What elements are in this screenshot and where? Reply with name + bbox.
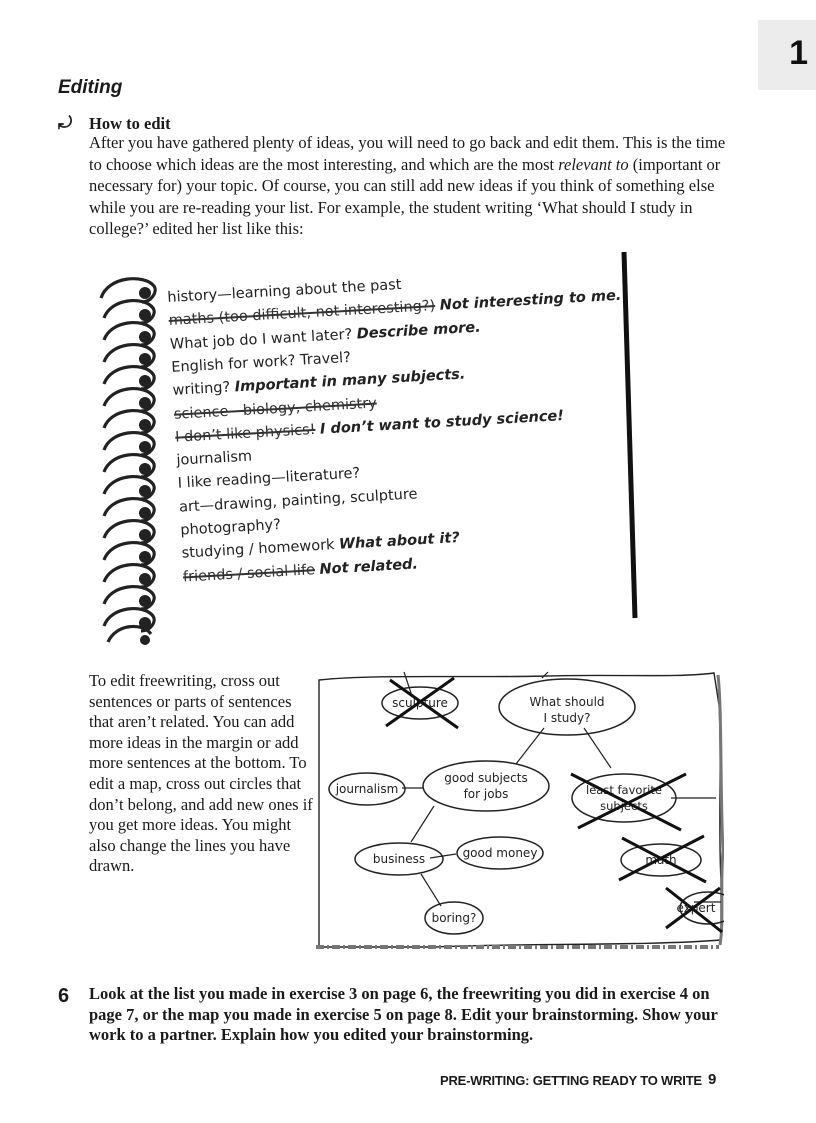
relevant-term: relevant to [558, 154, 629, 174]
list-item: I like reading—literature? [177, 465, 361, 493]
unit-number: 1 [789, 34, 808, 72]
section-title: Editing [58, 77, 123, 98]
exercise-number: 6 [58, 985, 70, 1007]
exercise-text: Look at the list you made in exercise 3 on page 6, the freewriting you did in exercise 4 on page 7, or the map you made in exercise 5 on page 8. Edit your brainstorming. Show your work to a partner. Explain how you edited your brainstorming. [89, 984, 718, 1044]
svg-text:least favorite: least favorite [586, 783, 662, 797]
svg-text:for jobs: for jobs [463, 787, 509, 801]
svg-text:good money: good money [462, 846, 538, 860]
editing-instructions: To edit freewriting, cross out sentences or parts of sentences that aren’t related. You can add more ideas in the margin or add more sentences at the bottom. To edit a map, cross out circles that don’t belong, and add new ones if you get more ideas. You might also change the lines you have drawn. [89, 671, 313, 876]
mind-map [316, 670, 724, 955]
list-item: photography? [180, 517, 282, 539]
list-item: art—drawing, painting, sculpture [178, 486, 418, 516]
svg-text:good subjects: good subjects [444, 771, 528, 785]
list-item: journalism [176, 448, 253, 469]
svg-text:I study?: I study? [543, 711, 591, 725]
list-item: friends / social life Not related. [182, 556, 419, 586]
list-item: maths (too difficult, not interesting?) Not interesting to me. [168, 287, 622, 330]
list-item: science—biology, chemistry [173, 394, 378, 423]
page-number: 9 [708, 1071, 717, 1088]
svg-text:subjects: subjects [600, 799, 648, 813]
svg-text:math: math [645, 853, 677, 867]
svg-text:What should: What should [529, 695, 605, 709]
svg-text:sculpture: sculpture [392, 696, 448, 710]
svg-text:business: business [372, 852, 426, 866]
intro-paragraph: After you have gathered plenty of ideas, you will need to go back and edit them. This is the time to choose which ideas are the most interesting, and which are the most relevant to (important or necessary for) your topic. Of course, you can still add new ideas if you think of something else while you are re-reading your list. For example, the student writing ‘What should I study in college?’ edited her list like this: [89, 133, 726, 238]
svg-text:journalism: journalism [335, 782, 399, 796]
list-item: history—learning about the past [167, 276, 402, 306]
list-item: English for work? Travel? [170, 349, 352, 376]
svg-text:boring?: boring? [431, 911, 477, 925]
map-border [319, 673, 721, 947]
subsection-title: How to edit [89, 114, 171, 133]
page-edge-line [624, 252, 635, 618]
list-item: studying / homework What about it? [181, 530, 461, 562]
list-item: I don’t like physics! I don’t want to study science! [174, 407, 565, 446]
list-item: writing? Important in many subjects. [172, 366, 466, 400]
footer-title: PRE-WRITING: GETTING READY TO WRITE [440, 1073, 702, 1088]
svg-text:expert: expert [676, 901, 716, 915]
list-item: What job do I want later? Describe more. [169, 319, 482, 353]
arrow-icon: ⤾ [58, 113, 73, 132]
